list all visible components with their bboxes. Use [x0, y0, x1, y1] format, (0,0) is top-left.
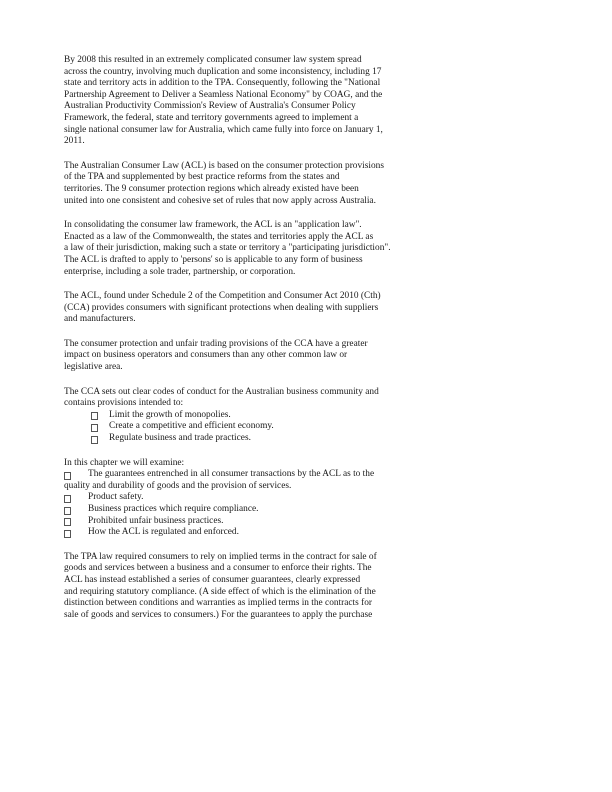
text-line: By 2008 this resulted in an extremely complicated consumer law system spread: [64, 55, 362, 65]
checkbox-bullet-icon: [64, 472, 71, 480]
list-item-text: How the ACL is regulated and enforced.: [88, 527, 239, 538]
list-item: [64, 527, 564, 539]
list-item-text: Business practices which require compliance.: [88, 504, 259, 514]
list-item: [64, 504, 564, 516]
document-body: [64, 55, 564, 634]
text-line: state and territory acts in addition to the TPA. Consequently, following the "National: [64, 78, 381, 89]
text-line: The TPA law required consumers to rely on implied terms in the contract for sale of: [64, 551, 377, 562]
text-line: legislative area.: [64, 362, 123, 373]
list-item-text: Regulate business and trade practices.: [109, 433, 251, 444]
text-line: quality and durability of goods and the provision of services.: [64, 480, 292, 491]
text-line: and manufacturers.: [64, 314, 136, 325]
text-line: Partnership Agreement to Deliver a Seamless National Economy" by COAG, and the: [64, 89, 383, 100]
paragraph-cca-impact: [64, 339, 564, 374]
paragraph-schedule-2: [64, 291, 564, 326]
list-item-text: The guarantees entrenched in all consumer transactions by the ACL as to the: [88, 469, 375, 480]
text-line: (CCA) provides consumers with significant protections when dealing with suppliers: [64, 302, 379, 313]
list-item-text: Prohibited unfair business practices.: [88, 515, 224, 526]
paragraph-application-law: [64, 220, 564, 278]
text-line: and requiring statutory compliance. (A side effect of which is the elimination of the: [64, 586, 376, 597]
list-item: [64, 492, 564, 504]
paragraph-consumer-guarantees: [64, 552, 564, 622]
text-line: sale of goods and services to consumers.) For the guarantees to apply the purchase: [64, 609, 373, 620]
list-item-text: Create a competitive and efficient economy.: [109, 421, 274, 432]
text-line: impact on business operators and consumers than any other common law or: [64, 350, 348, 361]
text-line: of the TPA and supplemented by best practice reforms from the states and: [64, 172, 340, 183]
text-line: distinction between conditions and warranties as implied terms in the contracts for: [64, 598, 373, 609]
text-line: Enacted as a law of the Commonwealth, the states and territories apply the ACL as: [64, 231, 374, 242]
checkbox-bullet-icon: [64, 495, 71, 503]
list-item: [91, 410, 564, 422]
text-line: The ACL is drafted to apply to 'persons' so is applicable to any form of business: [64, 254, 363, 265]
text-line: Framework, the federal, state and territory governments agreed to implement a: [64, 112, 359, 123]
text-line: contains provisions intended to:: [64, 398, 184, 409]
text-line: united into one consistent and cohesive set of rules that now apply across Australia.: [64, 195, 376, 206]
checkbox-bullet-icon: [91, 424, 98, 432]
paragraph-consumer-law-history: [64, 55, 564, 148]
checkbox-bullet-icon: [64, 530, 71, 538]
list-item: [64, 516, 564, 528]
checkbox-bullet-icon: [64, 518, 71, 526]
text-line: territories. The 9 consumer protection regions which already existed have been: [64, 183, 359, 194]
text-line: enterprise, including a sole trader, partnership, or corporation.: [64, 266, 296, 277]
text-line: ACL has instead established a series of consumer guarantees, clearly expressed: [64, 574, 361, 585]
text-line: The Australian Consumer Law (ACL) is based on the consumer protection provisions: [64, 160, 384, 171]
paragraph-codes-of-conduct: [64, 387, 564, 445]
paragraph-chapter-overview: [64, 458, 564, 539]
checkbox-bullet-icon: [91, 412, 98, 420]
text-line: across the country, involving much duplication and some inconsistency, including 17: [64, 66, 382, 77]
text-line: Australian Productivity Commission's Review of Australia's Consumer Policy: [64, 101, 356, 112]
text-line: In this chapter we will examine:: [64, 457, 185, 468]
list-item-text: Product safety.: [88, 492, 144, 503]
list-item-text: Limit the growth of monopolies.: [109, 409, 231, 420]
text-line: The CCA sets out clear codes of conduct for the Australian business community and: [64, 386, 379, 397]
chapter-topics-list-cont: [64, 492, 564, 538]
list-item: [64, 469, 564, 481]
text-line: In consolidating the consumer law framework, the ACL is an "application law".: [64, 220, 362, 231]
text-line: goods and services between a business and a consumer to enforce their rights. The: [64, 563, 372, 574]
text-line: a law of their jurisdiction, making such a state or territory a "participating jurisdiction".: [64, 243, 391, 254]
text-line: The consumer protection and unfair trading provisions of the CCA have a greater: [64, 338, 368, 349]
text-line: The ACL, found under Schedule 2 of the Competition and Consumer Act 2010 (Cth): [64, 291, 381, 302]
list-item: [91, 433, 564, 445]
chapter-topics-list: [64, 469, 564, 481]
text-line: single national consumer law for Australia, which came fully into force on January 1,: [64, 124, 383, 135]
checkbox-bullet-icon: [91, 436, 98, 444]
text-line: 2011.: [64, 136, 85, 147]
checkbox-bullet-icon: [64, 507, 71, 515]
provisions-list: [64, 410, 564, 445]
list-item: [91, 421, 564, 433]
paragraph-acl-basis: [64, 161, 564, 207]
